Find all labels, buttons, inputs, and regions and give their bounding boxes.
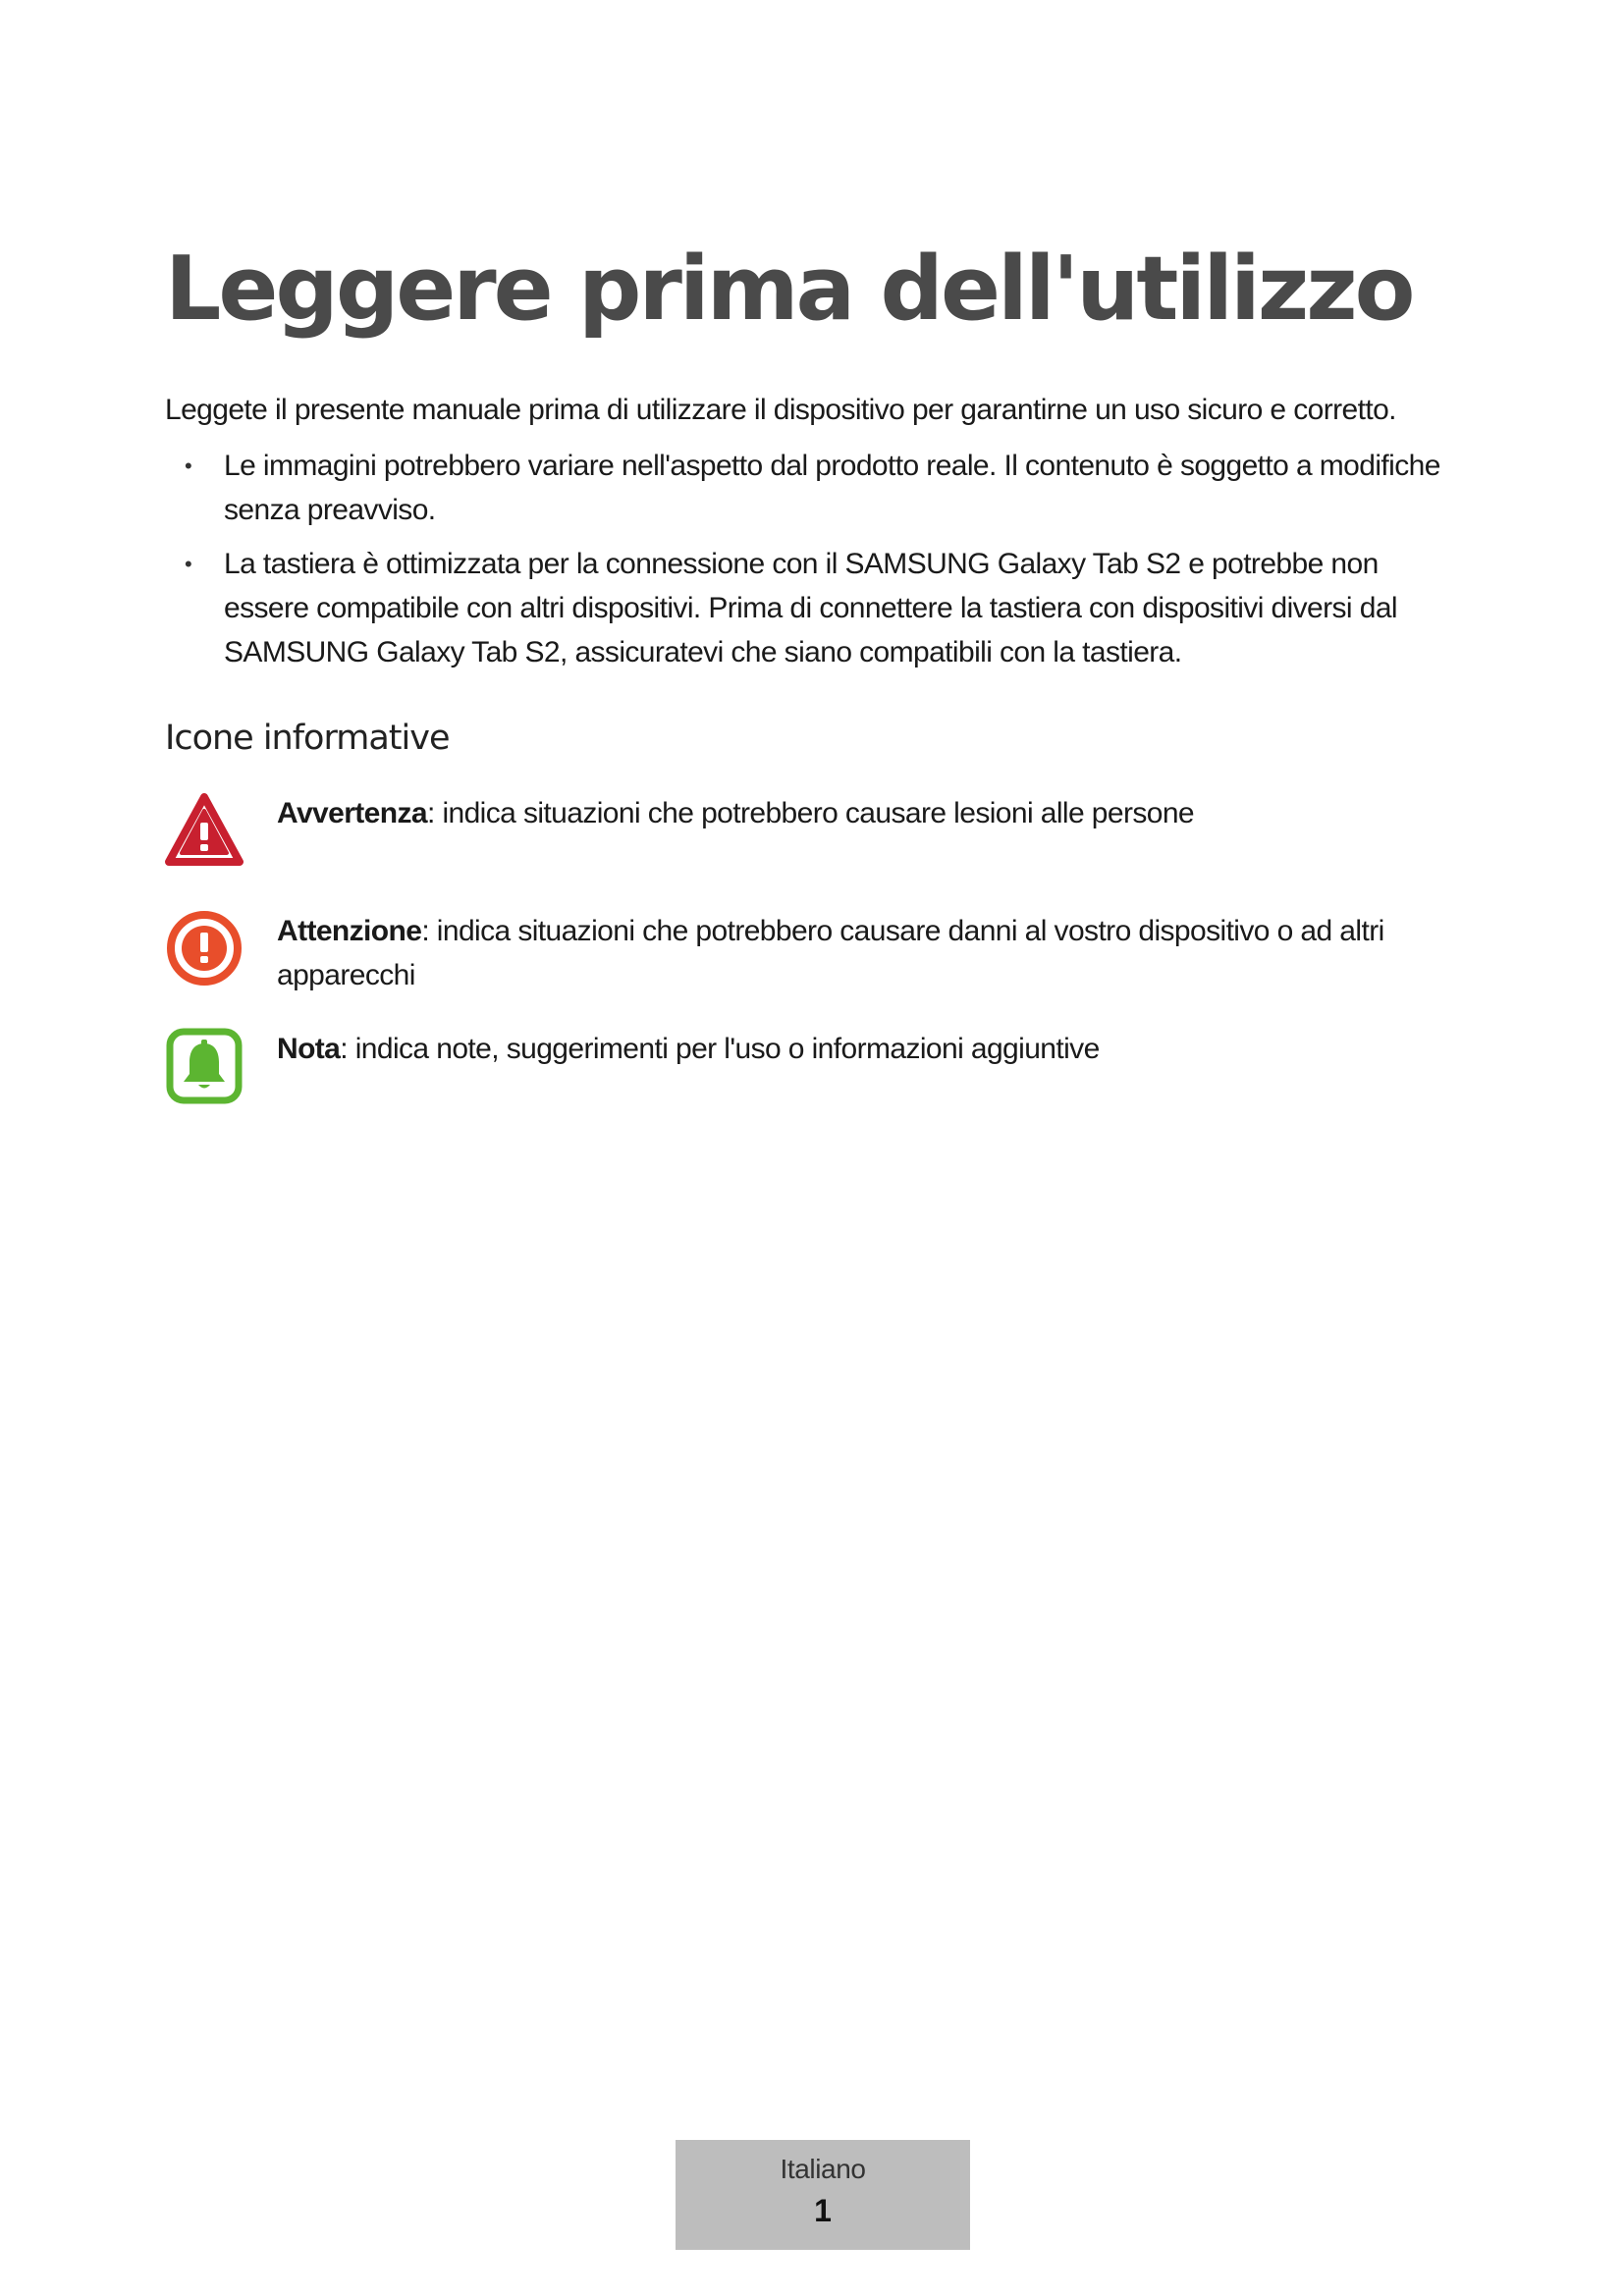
caution-circle-icon [165,909,244,988]
footer-language: Italiano [780,2154,866,2184]
intro-paragraph: Leggete il presente manuale prima di utilizzare il dispositivo per garantirne un uso sicuro e corretto. [165,394,1396,426]
legend-term: Attenzione [277,915,422,947]
icon-legend-row-note [165,1027,1461,1105]
icon-legend-row-caution [165,909,1461,997]
legend-description: : indica note, suggerimenti per l'uso o informazioni aggiuntive [340,1033,1100,1065]
bullet-list [185,444,1461,684]
list-item-text: Le immagini potrebbero variare nell'aspetto dal prodotto reale. Il contenuto è soggetto a modifiche senza preavviso. [224,450,1440,526]
page-footer [676,2140,970,2250]
page-title: Leggere prima dell'utilizzo [165,238,1413,341]
bullet-marker: • [185,454,192,478]
warning-triangle-icon [165,791,244,870]
legend-term: Avvertenza [277,797,427,829]
icon-legend-text [277,791,1194,835]
icon-legend-text [277,1027,1100,1071]
legend-description: : indica situazioni che potrebbero causare danni al vostro dispositivo o ad altri apparecchi [277,915,1384,991]
icon-legend-row-warning [165,791,1461,870]
list-item [185,542,1461,674]
list-item [185,444,1461,532]
note-bell-icon [165,1027,244,1105]
legend-term: Nota [277,1033,341,1065]
icon-legend-text [277,909,1461,997]
section-heading: Icone informative [165,719,450,758]
list-item-text: La tastiera è ottimizzata per la connessione con il SAMSUNG Galaxy Tab S2 e potrebbe non essere compatibile con altri dispositivi. Prima di connettere la tastiera con dispositivi diversi dal SAMSUNG Galaxy Tab S2, assicuratevi che siano compatibili con la tastiera. [224,548,1397,668]
page-number: 1 [814,2193,832,2228]
bullet-marker: • [185,552,192,576]
legend-description: : indica situazioni che potrebbero causare lesioni alle persone [426,797,1195,829]
